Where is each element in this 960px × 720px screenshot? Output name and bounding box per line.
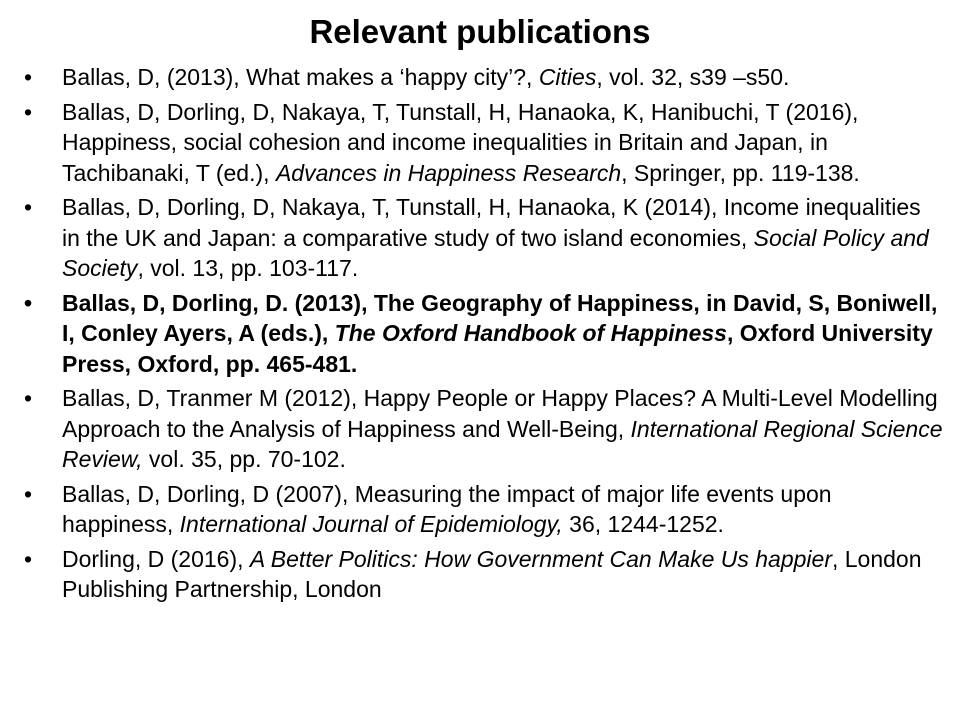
- publication-text: Ballas, D, Dorling, D, Nakaya, T, Tunstall, H, Hanaoka, K, Hanibuchi, T (2016), Happiness, social cohesion and income inequalities in Britain and Japan, in Tachibanaki, T (ed.),: [62, 98, 859, 186]
- publication-text: Ballas, D, (2013), What makes a ‘happy city’?,: [62, 64, 539, 90]
- page-title: Relevant publications: [309, 13, 651, 50]
- publication-item: [24, 288, 944, 380]
- publication-item: [24, 383, 944, 475]
- bullet-icon: •: [24, 289, 33, 316]
- publication-list: [24, 62, 944, 609]
- bullet-icon: •: [24, 64, 33, 90]
- publication-source-title: Advances in Happiness Research: [275, 159, 622, 186]
- publication-text: , Springer, pp. 119-138.: [621, 159, 860, 186]
- publication-source-title: The Oxford Handbook of Happiness: [334, 320, 727, 346]
- publication-text: , vol. 32, s39 –s50.: [596, 64, 790, 90]
- publication-source-title: A Better Politics: How Government Can Make Us happier: [249, 545, 832, 572]
- publication-text: Ballas, D, Dorling, D, Nakaya, T, Tunstall, H, Hanaoka, K (2014), Income inequalities in the UK and Japan: a comparative study of two island economies,: [62, 194, 921, 251]
- publication-item: [24, 192, 944, 284]
- publication-text: Dorling, D (2016),: [62, 545, 250, 572]
- bullet-icon: •: [24, 480, 33, 507]
- publication-item: [24, 479, 944, 540]
- publication-text: Ballas, D, Dorling, D. (2013), The Geography of Happiness, in David, S, Boniwell, I, Conley Ayers, A (eds.),: [62, 289, 938, 346]
- publication-text: Ballas, D, Tranmer M (2012), Happy People or Happy Places? A Multi-Level Modelling Approach to the Analysis of Happiness and Well-Being,: [62, 385, 938, 442]
- publication-item: [24, 97, 944, 189]
- publication-item: [24, 544, 944, 605]
- publication-source-title: International Regional Science Review,: [62, 415, 943, 472]
- publication-source-title: International Journal of Epidemiology,: [179, 511, 563, 537]
- publication-text: Ballas, D, Dorling, D (2007), Measuring the impact of major life events upon happiness,: [62, 480, 832, 537]
- publication-source-title: Social Policy and Society: [62, 224, 929, 281]
- publication-text: vol. 35, pp. 70-102.: [142, 446, 346, 472]
- bullet-icon: •: [24, 545, 33, 572]
- publication-text: , vol. 13, pp. 103-117.: [137, 255, 359, 281]
- bullet-icon: •: [24, 98, 33, 125]
- publication-item: [24, 62, 944, 93]
- publication-text: , Oxford University Press, Oxford, pp. 465-481.: [62, 320, 933, 377]
- bullet-icon: •: [24, 194, 33, 220]
- publication-source-title: Cities: [538, 64, 597, 90]
- publication-text: , London Publishing Partnership, London: [62, 545, 922, 602]
- bullet-icon: •: [24, 385, 33, 411]
- publication-text: 36, 1244-1252.: [562, 511, 724, 537]
